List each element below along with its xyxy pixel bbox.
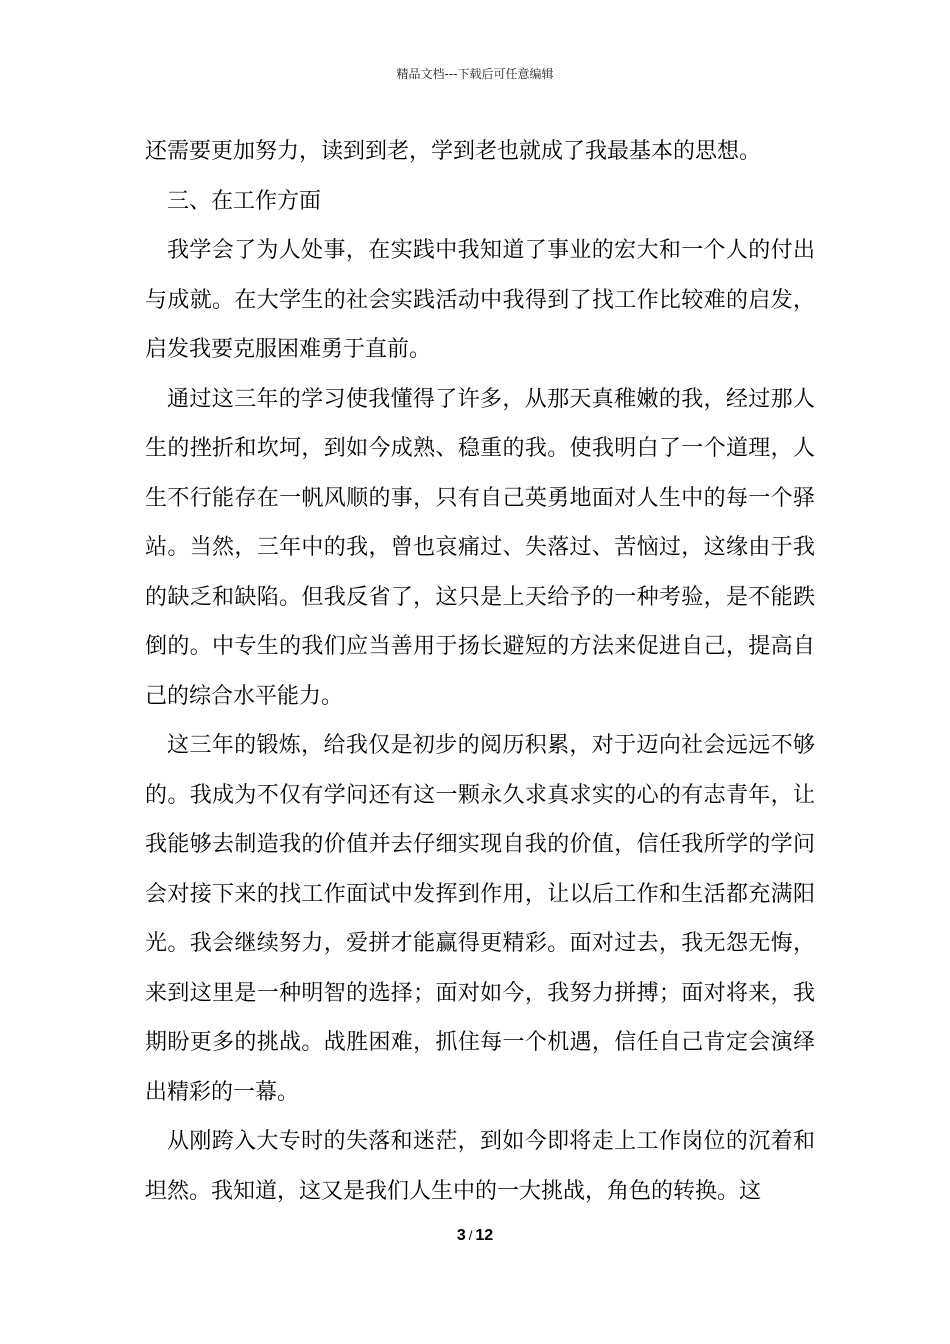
current-page-number: 3 (456, 1227, 466, 1244)
document-body (145, 127, 815, 1216)
page-separator: / (468, 1228, 473, 1243)
page-header (0, 66, 950, 82)
total-page-count: 12 (475, 1227, 494, 1244)
paragraph: 通过这三年的学习使我懂得了许多，从那天真稚嫩的我，经过那人生的挫折和坎坷，到如今成熟、稳重的我。使我明白了一个道理，人生不行能存在一帆风顺的事，只有自己英勇地面对人生中的每一个驿站。当然，三年中的我，曾也哀痛过、失落过、苦恼过，这缘由于我的缺乏和缺陷。但我反省了，这只是上天给予的一种考验，是不能跌倒的。中专生的我们应当善用于扬长避短的方法来促进自己，提高自己的综合水平能力。 (145, 386, 815, 709)
section-heading: 三、在工作方面 (167, 188, 322, 214)
paragraph: 这三年的锻炼，给我仅是初步的阅历积累，对于迈向社会远远不够的。我成为不仅有学问还有这一颗永久求真求实的心的有志青年，让我能够去制造我的价值并去仔细实现自我的价值，信任我所学的学问会对接下来的找工作面试中发挥到作用，让以后工作和生活都充满阳光。我会继续努力，爱拼才能赢得更精彩。面对过去，我无怨无悔，来到这里是一种明智的选择；面对如今，我努力拼搏；面对将来，我期盼更多的挑战。战胜困难，抓住每一个机遇，信任自己肯定会演绎出精彩的一幕。 (145, 733, 815, 1105)
header-text: 精品文档---下载后可任意编辑 (396, 67, 554, 81)
paragraph: 我学会了为人处事，在实践中我知道了事业的宏大和一个人的付出与成就。在大学生的社会实践活动中我得到了找工作比较难的启发，启发我要克服困难勇于直前。 (145, 238, 815, 362)
paragraph: 从刚跨入大专时的失落和迷茫，到如今即将走上工作岗位的沉着和坦然。我知道，这又是我们人生中的一大挑战，角色的转换。这 (145, 1129, 815, 1204)
paragraph: 还需要更加努力，读到到老，学到老也就成了我最基本的思想。 (145, 139, 762, 164)
page-footer (0, 1226, 950, 1246)
